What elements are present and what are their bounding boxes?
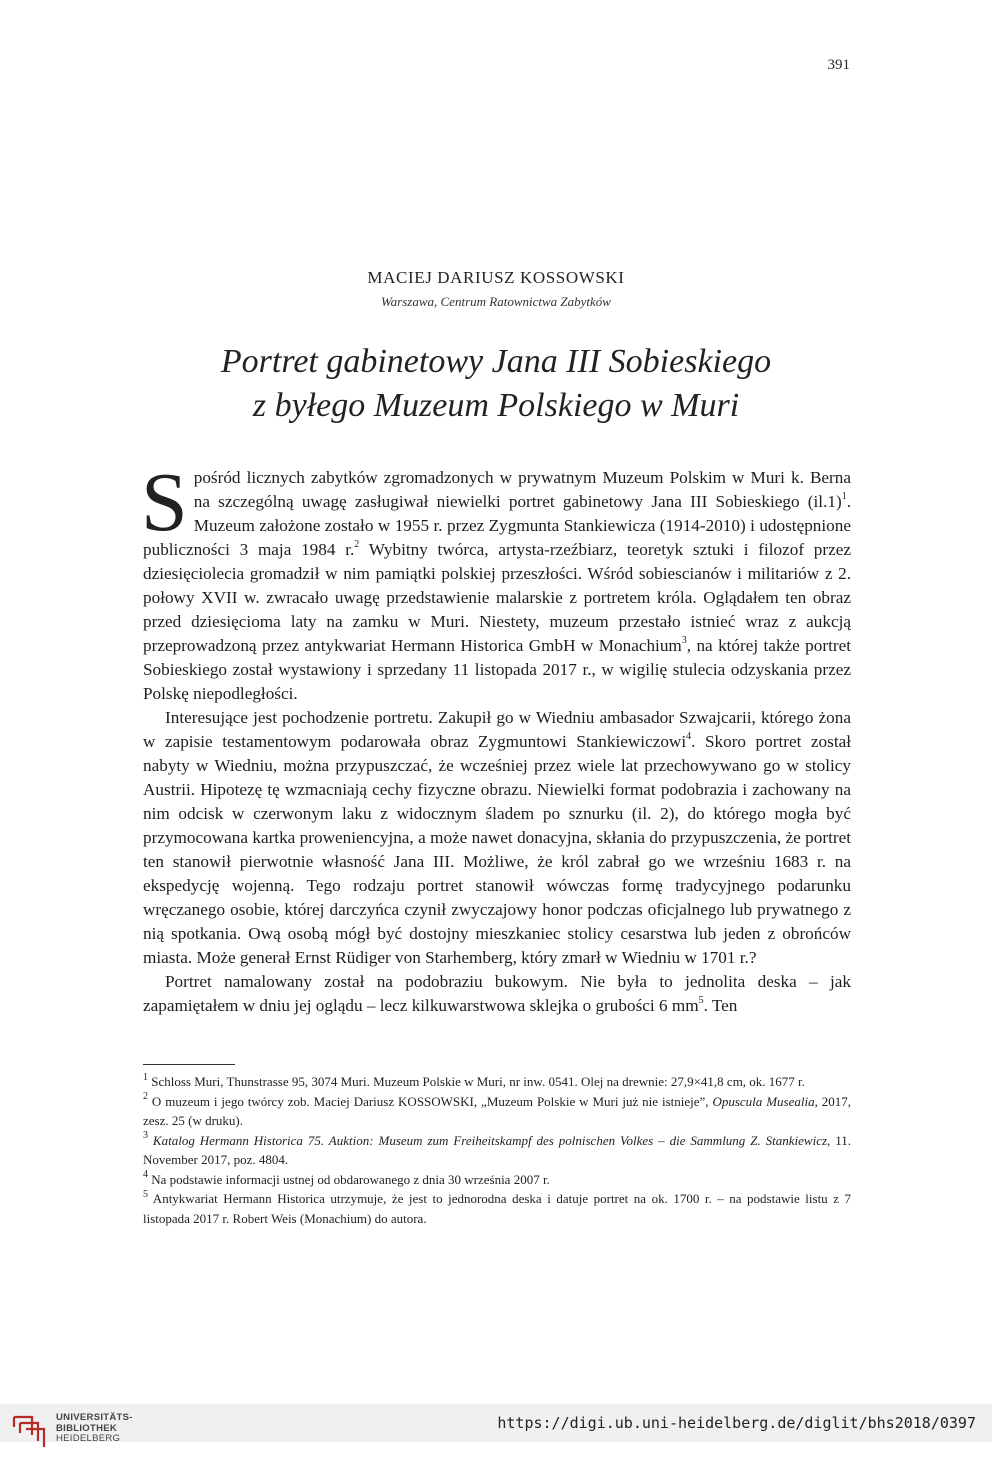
footnote-5 bbox=[143, 1189, 851, 1228]
footnote-text: Antykwariat Hermann Historica utrzymuje, że jest to jednorodna deska i datuje portret na ok. 1700 r. – na podstawie listu z 7 listopada 2017 r. Robert Weis (Monachium) do autora. bbox=[143, 1191, 851, 1226]
footnote-3 bbox=[143, 1131, 851, 1170]
footnote-number: 5 bbox=[143, 1188, 148, 1200]
footnote-2 bbox=[143, 1092, 851, 1131]
paragraph-text: . Muzeum założone zostało w 1955 r. przez Zygmunta Stankiewicza (1914-2010) i udostępnione publiczności 3 maja 1984 r. bbox=[143, 492, 851, 559]
footnote-text: O muzeum i jego twórcy zob. Maciej Dariusz KOSSOWSKI, „Muzeum Polskie w Muri już nie istnieje”, bbox=[148, 1093, 713, 1109]
source-url-link[interactable]: https://digi.ub.uni-heidelberg.de/diglit/bhs2018/0397 bbox=[497, 1414, 976, 1432]
paragraph-text: , na której także portret Sobieskiego został wystawiony i sprzedany 11 listopada 2017 r., w wigilię stulecia odzyskania przez Polskę niepodległości. bbox=[143, 636, 851, 703]
footnote-1 bbox=[143, 1072, 851, 1092]
footnote-text: Na podstawie informacji ustnej od obdarowanego z dnia 30 września 2007 r. bbox=[148, 1171, 550, 1187]
footnote-number: 2 bbox=[143, 1091, 148, 1103]
footnote-ref[interactable]: 2 bbox=[354, 539, 360, 551]
footnote-number: 3 bbox=[143, 1130, 148, 1142]
article-title bbox=[0, 340, 992, 428]
article-body bbox=[141, 456, 852, 1018]
footnote-4 bbox=[143, 1170, 851, 1190]
library-name-line-2: BIBLIOTHEK bbox=[56, 1422, 118, 1434]
paragraph-text: Portret namalowany został na podobraziu bukowym. Nie była to jednolita deska – jak zapamiętałem w dniu jej oglądu – lecz kilkuwarstwowa sklejka o grubości 6 mm bbox=[143, 972, 851, 1015]
paragraph-text: Wybitny twórca, artysta-rzeźbiarz, teoretyk sztuki i filozof przez dziesięciolecia gromadził w nim pamiątki polskiej przeszłości. Wśród sobiescianów i militariów z 2. połowy XVII w. zwracało uwagę przedstawienie malarskie z portretem króla. Oglądałem ten obraz przed dziesięcioma laty na zamku w Muri. Niestety, muzeum przestało istnieć wraz z aukcją przeprowadzoną przez antykwariat Hermann Historica GmbH w Monachium bbox=[143, 540, 851, 655]
footnote-number: 1 bbox=[143, 1071, 148, 1083]
author-affiliation: Warszawa, Centrum Ratownictwa Zabytków bbox=[381, 294, 611, 309]
paragraph-text: . Skoro portret został nabyty w Wiedniu, można przypuszczać, że wcześniej przez wiele lat przechowywano go w stolicy Austrii. Hipotezę tę wzmacniają cechy fizyczne obrazu. Niewielki format podobrazia i zachowany na nim odcisk w czerwonym laku z widocznym śladem po sznurku (il. 2), do którego mogła być przymocowana kartka proweniencyjna, a może nawet donacyjna, skłania do przypuszczenia, że portret ten stanowił pierwotnie własność Jana III. Możliwe, że król zabrał go we wrześniu 1683 r. na ekspedycję wojenną. Tego rodzaju portret stanowił wówczas formę tradycyjnego podarunku wręczanego osobie, której darczyńca czynił zwyczajowy honor podczas oficjalnego lub prywatnego z nią spotkania. Ową osobą mógł być dostojny mieszkaniec stolicy cesarstwa lub jeden z obrońców miasta. Może generał Ernst Rüdiger von Starhemberg, który zmarł w Wiedniu w 1701 r.? bbox=[143, 732, 852, 967]
author-name: MACIEJ DARIUSZ KOSSOWSKI bbox=[367, 268, 625, 287]
paragraph-3 bbox=[143, 970, 851, 1018]
footnote-text: Schloss Muri, Thunstrasse 95, 3074 Muri. Muzeum Polskie w Muri, nr inw. 0541. Olej na drewnie: 27,9×41,8 cm, ok. 1677 r. bbox=[148, 1074, 805, 1089]
footnote-text: , 2017, zesz. 25 (w druku). bbox=[143, 1093, 852, 1128]
drop-cap: S bbox=[141, 456, 188, 549]
footnote-ref[interactable]: 1 bbox=[841, 491, 847, 503]
paragraph-text: Interesujące jest pochodzenie portretu. Zakupił go w Wiedniu ambasador Szwajcarii, którego żona w zapisie testamentowym podarowała obraz Zygmuntowi Stankiewiczowi bbox=[143, 708, 851, 751]
footnote-number: 4 bbox=[143, 1169, 148, 1181]
paragraph-text: pośród licznych zabytków zgromadzonych w prywatnym Muzeum Polskim w Muri k. Berna na szczególną uwagę zasługiwał niewielki portret gabinetowy Jana III Sobieskiego (il.1) bbox=[193, 468, 851, 511]
library-logo-icon bbox=[10, 1413, 50, 1453]
title-line-2: z byłego Muzeum Polskiego w Muri bbox=[252, 387, 740, 424]
library-name-line-1: UNIVERSITÄTS- bbox=[56, 1412, 133, 1423]
footnote-catalog-title: Katalog Hermann Historica 75. Auktion: Museum zum Freiheitskampf des polnischen Volkes – die Sammlung Z. Stankiewicz bbox=[148, 1132, 828, 1148]
footnote-journal-title: Opuscula Musealia bbox=[712, 1093, 815, 1109]
paragraph-1 bbox=[141, 456, 851, 706]
library-name-line-3: HEIDELBERG bbox=[56, 1433, 121, 1444]
paragraph-text: . Ten bbox=[703, 996, 738, 1015]
footnote-divider bbox=[143, 1064, 235, 1065]
page-number: 391 bbox=[827, 57, 850, 73]
footnote-text: , 11. November 2017, poz. 4804. bbox=[143, 1132, 851, 1167]
footnote-ref[interactable]: 5 bbox=[698, 995, 704, 1007]
footnote-ref[interactable]: 4 bbox=[686, 731, 692, 743]
footnotes bbox=[143, 1072, 851, 1228]
title-line-1: Portret gabinetowy Jana III Sobieskiego bbox=[220, 343, 772, 380]
paragraph-2 bbox=[143, 706, 851, 970]
footnote-ref[interactable]: 3 bbox=[681, 635, 687, 647]
library-name bbox=[56, 1413, 166, 1445]
